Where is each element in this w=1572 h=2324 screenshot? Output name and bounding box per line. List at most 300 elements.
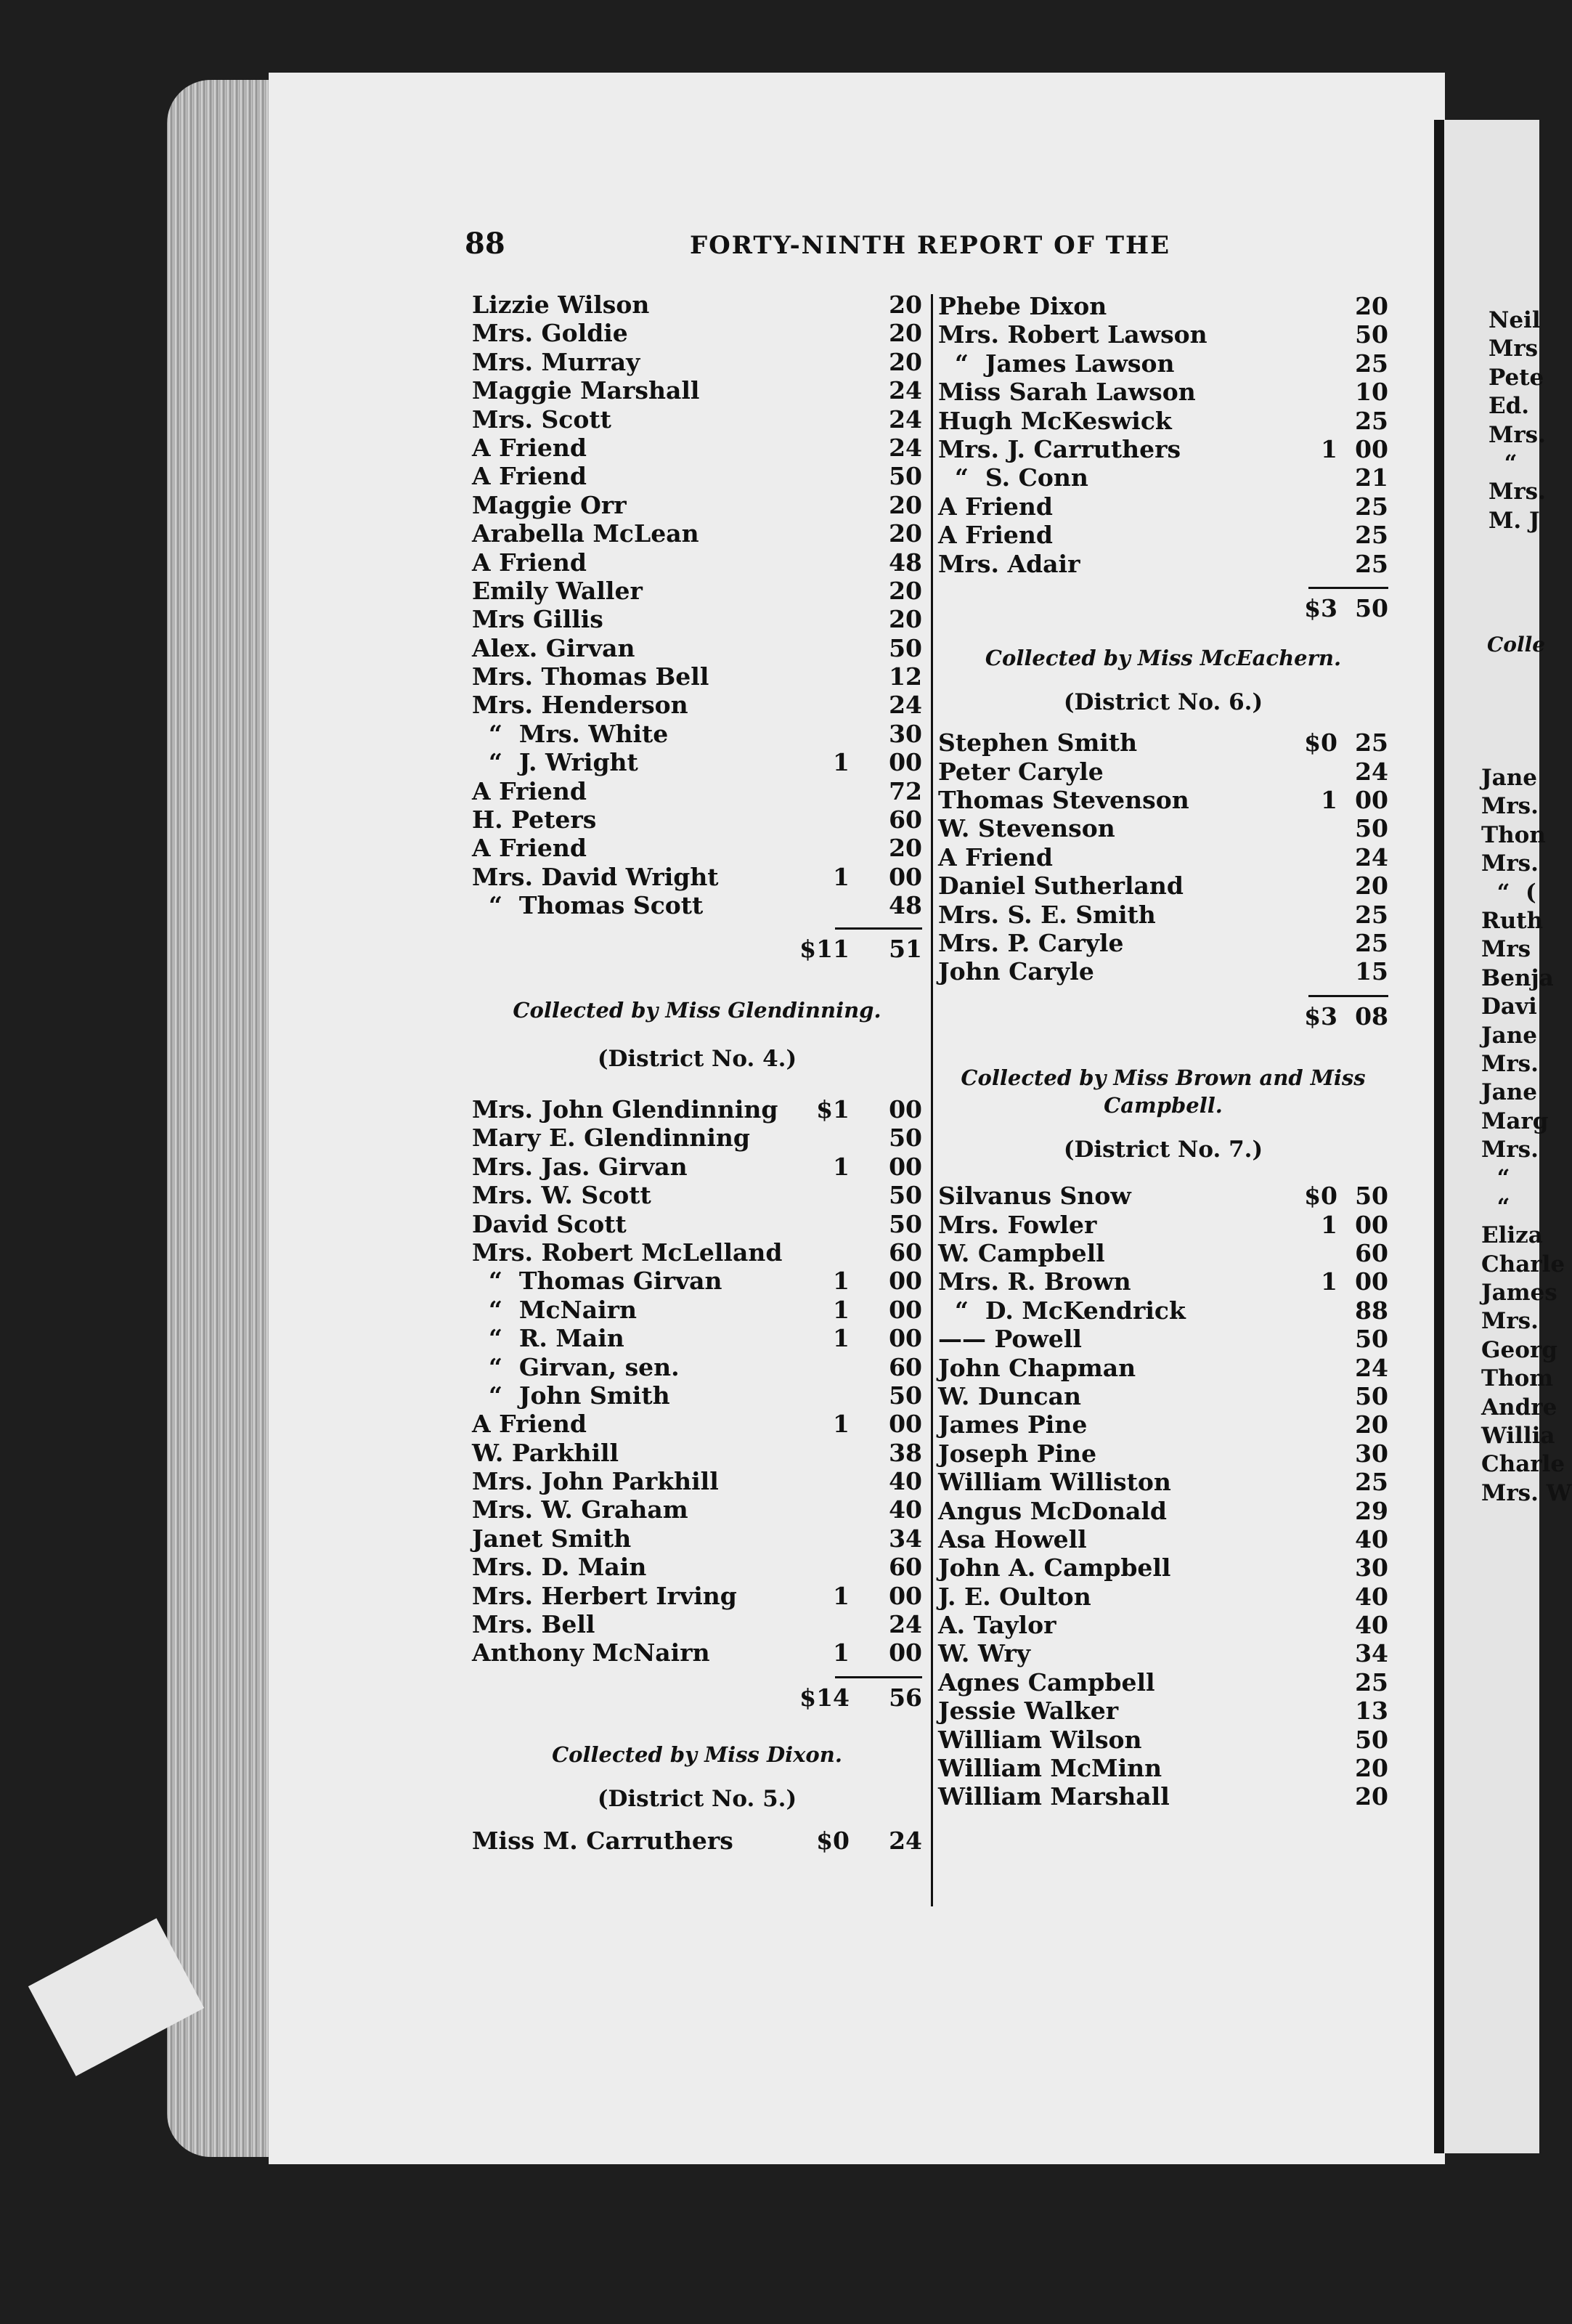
donor-name: Janet Smith (472, 1524, 632, 1553)
list-item (938, 871, 1388, 900)
next-page-fragment: Mrs (1488, 336, 1539, 362)
amount-cents: 24 (889, 1827, 922, 1856)
donor-name: Mrs. Robert McLelland (472, 1238, 783, 1267)
donor-name: A Friend (938, 842, 1053, 871)
donor-name: A Friend (472, 433, 587, 462)
amount-cents: 50 (889, 1124, 922, 1153)
donor-name: “ McNairn (472, 1295, 638, 1324)
donor-name: William Wilson (938, 1725, 1142, 1754)
list-item (472, 1324, 922, 1352)
list-item (938, 378, 1388, 406)
donor-name: Mrs Gillis (472, 605, 603, 634)
donor-name: Mrs. Goldie (472, 319, 628, 348)
total-row: $14 56 (799, 1683, 922, 1712)
donor-name: Stephen Smith (938, 728, 1138, 757)
amount-cents: 00 (889, 1295, 922, 1324)
list-item (938, 1726, 1388, 1754)
list-item (938, 1668, 1388, 1697)
list-item (472, 748, 922, 776)
amount-cents: 15 (1355, 957, 1388, 986)
left-list-district-5 (472, 1827, 922, 1855)
left-column (472, 290, 922, 1856)
district-label: (District No. 7.) (1063, 1137, 1263, 1163)
next-page-fragment: James (1481, 1280, 1557, 1307)
donor-name: Phebe Dixon (938, 292, 1107, 320)
list-item (472, 319, 922, 347)
list-item (938, 957, 1388, 986)
donor-name: Mrs. W. Scott (472, 1181, 651, 1210)
amount-cents: 00 (1355, 1210, 1388, 1239)
list-item (938, 1754, 1388, 1782)
list-item (938, 929, 1388, 957)
next-page-fragment: Jane (1481, 765, 1538, 791)
amount-cents: 20 (1355, 1782, 1388, 1811)
donor-name: Mrs. Fowler (938, 1210, 1097, 1239)
amount-cents: 60 (889, 1553, 922, 1582)
donor-name: Maggie Orr (472, 490, 627, 519)
amount-cents: 25 (1355, 1667, 1388, 1697)
list-item (472, 376, 922, 405)
list-item (472, 1238, 922, 1267)
list-item (472, 1296, 922, 1324)
list-item (472, 805, 922, 834)
amount-cents: 50 (1355, 1325, 1388, 1354)
list-item (938, 757, 1388, 786)
list-item (472, 548, 922, 577)
amount-cents: 00 (1355, 434, 1388, 463)
next-page-fragment: Charle (1481, 1251, 1565, 1277)
amount-cents: 50 (889, 1181, 922, 1210)
list-item (472, 834, 922, 862)
amount-cents: 50 (1355, 814, 1388, 843)
amount-cents: 24 (889, 376, 922, 405)
list-item (938, 1497, 1388, 1525)
amount-cents: 25 (1355, 549, 1388, 578)
next-page-fragment: Georg (1481, 1336, 1557, 1363)
amount-dollars: 1 (833, 1152, 850, 1181)
list-item (472, 1124, 922, 1152)
amount-cents: 40 (889, 1495, 922, 1524)
donor-name: W. Parkhill (472, 1438, 619, 1467)
amount-dollars: 1 (833, 862, 850, 891)
next-page-fragment: “ (1481, 1165, 1510, 1192)
page-title: FORTY-NINTH REPORT OF THE (690, 231, 1171, 260)
amount-dollars: $0 (816, 1827, 850, 1856)
amount-cents: 25 (1355, 349, 1388, 378)
list-item (472, 605, 922, 633)
amount-dollars: 1 (1321, 786, 1337, 815)
amount-cents: 25 (1355, 521, 1388, 550)
next-page-fragment: Pete (1488, 364, 1544, 391)
list-item (938, 1639, 1388, 1667)
list-item (938, 1468, 1388, 1496)
donor-name: Miss M. Carruthers (472, 1827, 733, 1856)
right-list-district-7 (938, 1182, 1388, 1811)
next-page-fragment: Mrs (1481, 936, 1531, 963)
donor-name: “ Mrs. White (472, 719, 669, 748)
donor-name: Maggie Marshall (472, 376, 700, 405)
amount-cents: 60 (889, 805, 922, 834)
donor-name: Mrs. Adair (938, 549, 1080, 578)
list-item (938, 550, 1388, 578)
next-page-fragment: Mrs. W (1481, 1479, 1572, 1506)
donor-name: Mrs. Robert Lawson (938, 320, 1207, 349)
amount-cents: 88 (1355, 1296, 1388, 1325)
donor-name: Jessie Walker (938, 1697, 1119, 1726)
next-page-fragment: Thom (1481, 1365, 1554, 1392)
list-item (472, 1353, 922, 1381)
amount-cents: 34 (889, 1524, 922, 1553)
next-page-fragment: Mrs. (1481, 1137, 1539, 1163)
list-item (472, 491, 922, 519)
amount-cents: 25 (1355, 728, 1388, 757)
donor-name: A Friend (938, 521, 1053, 550)
amount-cents: 00 (889, 1410, 922, 1439)
donor-name: Hugh McKeswick (938, 406, 1172, 435)
amount-cents: 48 (889, 891, 922, 920)
donor-name: Mrs. P. Caryle (938, 929, 1124, 958)
amount-cents: 20 (889, 347, 922, 376)
donor-name: A Friend (472, 834, 587, 863)
list-item (938, 1296, 1388, 1325)
next-page-fragment: Mrs. (1481, 793, 1539, 820)
next-page-fragment: “ (1488, 450, 1518, 476)
next-page-fragment: “ ( (1481, 879, 1536, 906)
amount-dollars: 1 (833, 1638, 850, 1667)
amount-cents: 25 (1355, 406, 1388, 435)
amount-cents: 20 (889, 290, 922, 319)
donor-name: Emily Waller (472, 576, 643, 605)
next-page-heading-fragment: Colle (1487, 633, 1546, 657)
donor-name: A Friend (472, 776, 587, 805)
amount-cents: 40 (1355, 1611, 1388, 1640)
total-rule (1308, 995, 1388, 997)
amount-cents: 20 (1355, 1754, 1388, 1783)
amount-cents: 20 (1355, 1410, 1388, 1439)
district-label: (District No. 4.) (597, 1045, 797, 1072)
amount-cents: 00 (889, 862, 922, 891)
list-item (472, 1553, 922, 1581)
next-page-fragment: “ (1481, 1193, 1510, 1220)
amount-cents: 40 (1355, 1524, 1388, 1553)
list-item (472, 405, 922, 434)
total-rule (835, 927, 922, 930)
amount-cents: 20 (889, 576, 922, 605)
list-item (938, 1582, 1388, 1611)
column-divider (931, 294, 933, 1906)
donor-name: Silvanus Snow (938, 1182, 1131, 1211)
donor-name: A Friend (938, 492, 1053, 521)
amount-cents: 30 (889, 719, 922, 748)
donor-name: Mary E. Glendinning (472, 1124, 750, 1153)
list-item (938, 292, 1388, 320)
amount-cents: 30 (1355, 1553, 1388, 1582)
total-row: $3 08 (1304, 1001, 1388, 1031)
list-item (938, 901, 1388, 929)
list-item (938, 1697, 1388, 1725)
donor-name: “ James Lawson (938, 349, 1175, 378)
next-page-fragment: Andre (1481, 1394, 1557, 1421)
amount-cents: 60 (889, 1352, 922, 1381)
amount-cents: 34 (1355, 1639, 1388, 1668)
total-row: $11 51 (799, 934, 922, 963)
donor-name: Thomas Stevenson (938, 786, 1189, 815)
list-item (938, 1553, 1388, 1582)
donor-name: Mrs. Murray (472, 347, 640, 376)
donor-name: Joseph Pine (938, 1439, 1097, 1468)
amount-cents: 00 (889, 1094, 922, 1124)
list-item (472, 1827, 922, 1855)
donor-name: Mrs. S. E. Smith (938, 900, 1156, 929)
amount-cents: 24 (889, 691, 922, 720)
list-item (472, 1381, 922, 1410)
donor-name: Anthony McNairn (472, 1638, 710, 1667)
list-item (472, 891, 922, 919)
list-item (472, 1610, 922, 1638)
list-item (472, 863, 922, 891)
list-item (472, 1181, 922, 1209)
next-page-fragment: Mrs. (1481, 850, 1539, 877)
donor-name: “ Thomas Girvan (472, 1267, 722, 1296)
donor-name: W. Stevenson (938, 814, 1115, 843)
amount-cents: 48 (889, 548, 922, 577)
right-list-district-6 (938, 728, 1388, 986)
donor-name: Mrs. John Parkhill (472, 1467, 719, 1496)
donor-name: A. Taylor (938, 1611, 1056, 1640)
list-item (472, 1210, 922, 1238)
donor-name: —— Powell (938, 1325, 1082, 1354)
list-item (938, 1611, 1388, 1639)
amount-cents: 72 (889, 776, 922, 805)
amount-cents: 50 (889, 462, 922, 491)
amount-dollars: 1 (833, 1267, 850, 1296)
list-item (472, 1582, 922, 1610)
amount-cents: 60 (889, 1238, 922, 1267)
donor-name: “ Thomas Scott (472, 891, 704, 920)
collector-heading-line-2: Campbell. (1104, 1093, 1223, 1118)
amount-cents: 24 (889, 433, 922, 462)
amount-cents: 50 (889, 1209, 922, 1238)
amount-cents: 40 (889, 1467, 922, 1496)
list-item (472, 1524, 922, 1553)
donor-name: John A. Campbell (938, 1553, 1171, 1582)
next-page-fragment: Ruth (1481, 907, 1544, 934)
list-item (472, 634, 922, 662)
donor-name: Mrs. Scott (472, 405, 611, 434)
list-item (472, 348, 922, 376)
amount-dollars: 1 (833, 1410, 850, 1439)
amount-cents: 25 (1355, 1468, 1388, 1497)
donor-name: A Friend (472, 462, 587, 491)
next-page-bottom-fragments (1481, 764, 1572, 1508)
amount-cents: 24 (889, 405, 922, 434)
amount-cents: 00 (889, 1581, 922, 1610)
donor-name: “ S. Conn (938, 463, 1088, 492)
donor-name: William Williston (938, 1468, 1171, 1497)
district-label: (District No. 6.) (1063, 689, 1263, 716)
amount-cents: 50 (1355, 320, 1388, 349)
next-page-fragment: Marg (1481, 1108, 1549, 1134)
list-item (938, 349, 1388, 378)
list-item (938, 1354, 1388, 1382)
donor-name: A Friend (472, 548, 587, 577)
list-item (472, 720, 922, 748)
next-page-fragment: Ed. (1488, 393, 1530, 420)
donor-name: W. Duncan (938, 1381, 1081, 1410)
donor-name: “ D. McKendrick (938, 1296, 1186, 1325)
donor-name: Lizzie Wilson (472, 290, 650, 319)
amount-cents: 00 (889, 1324, 922, 1353)
list-item (938, 320, 1388, 349)
donor-name: Mrs. John Glendinning (472, 1094, 778, 1124)
list-item (938, 814, 1388, 842)
donor-name: Agnes Campbell (938, 1667, 1155, 1697)
donor-name: James Pine (938, 1410, 1088, 1439)
donor-name: Angus McDonald (938, 1496, 1167, 1525)
next-page-fragment: Benja (1481, 964, 1554, 991)
district-label: (District No. 5.) (597, 1786, 797, 1813)
total-row: $3 50 (1304, 593, 1388, 622)
donor-name: Asa Howell (938, 1524, 1087, 1553)
list-item (938, 843, 1388, 871)
donor-name: John Caryle (938, 957, 1094, 986)
list-item (472, 1495, 922, 1524)
list-item (472, 777, 922, 805)
list-item (472, 1467, 922, 1495)
amount-cents: 30 (1355, 1439, 1388, 1468)
amount-dollars: $0 (1304, 1182, 1337, 1211)
amount-cents: 00 (889, 748, 922, 777)
amount-dollars: 1 (833, 1581, 850, 1610)
list-item (472, 577, 922, 605)
amount-cents: 20 (1355, 871, 1388, 901)
amount-cents: 20 (889, 319, 922, 348)
amount-cents: 00 (889, 1152, 922, 1181)
list-item (472, 662, 922, 691)
amount-cents: 20 (889, 605, 922, 634)
donor-name: J. E. Oulton (938, 1582, 1091, 1611)
amount-dollars: $1 (816, 1094, 850, 1124)
next-page-fragment: Neil (1488, 307, 1541, 333)
next-page-fragment: Charle (1481, 1451, 1565, 1478)
collector-heading: Collected by Miss Dixon. (552, 1742, 842, 1768)
donor-name: W. Campbell (938, 1238, 1105, 1267)
list-item (472, 1439, 922, 1467)
amount-cents: 50 (1355, 1182, 1388, 1211)
donor-name: Mrs. R. Brown (938, 1267, 1131, 1296)
donor-name: Mrs. Thomas Bell (472, 662, 709, 691)
list-item (472, 1410, 922, 1438)
donor-name: A Friend (472, 1410, 587, 1439)
donor-name: John Chapman (938, 1353, 1136, 1382)
amount-cents: 13 (1355, 1697, 1388, 1726)
list-item (938, 1239, 1388, 1267)
donor-name: David Scott (472, 1209, 627, 1238)
next-page-fragment: Thon (1481, 821, 1546, 848)
next-page-top-fragments (1488, 306, 1546, 535)
amount-dollars: 1 (833, 1295, 850, 1324)
next-page-fragment: Mrs. (1481, 1050, 1539, 1077)
donor-name: Mrs. W. Graham (472, 1495, 688, 1524)
next-page-fragment: Eliza (1481, 1222, 1543, 1249)
amount-cents: 12 (889, 662, 922, 691)
right-column (938, 292, 1388, 1811)
amount-cents: 10 (1355, 378, 1388, 407)
list-item (938, 786, 1388, 814)
amount-dollars: $0 (1304, 728, 1337, 757)
amount-dollars: 1 (1321, 1210, 1337, 1239)
right-list-district-5 (938, 292, 1388, 578)
list-item (472, 1267, 922, 1295)
amount-dollars: 1 (833, 1324, 850, 1353)
book-page-edges (167, 80, 283, 2157)
amount-cents: 25 (1355, 929, 1388, 958)
amount-cents: 60 (1355, 1238, 1388, 1267)
list-item (472, 434, 922, 462)
donor-name: “ John Smith (472, 1381, 670, 1410)
list-item (938, 1211, 1388, 1239)
amount-cents: 24 (1355, 757, 1388, 786)
list-item (938, 521, 1388, 549)
collector-heading: Collected by Miss Glendinning. (513, 997, 881, 1023)
amount-cents: 50 (889, 633, 922, 662)
next-page-fragment: Davi (1481, 994, 1537, 1020)
amount-cents: 40 (1355, 1582, 1388, 1611)
amount-cents: 25 (1355, 492, 1388, 521)
list-item (938, 1267, 1388, 1296)
list-item (472, 462, 922, 490)
list-item (472, 290, 922, 319)
list-item (938, 1410, 1388, 1439)
amount-cents: 24 (1355, 842, 1388, 871)
list-item (472, 1153, 922, 1181)
list-item (938, 728, 1388, 757)
list-item (938, 492, 1388, 521)
list-item (472, 1638, 922, 1667)
donor-name: H. Peters (472, 805, 597, 834)
next-page-fragment: Willia (1481, 1422, 1555, 1449)
list-item (938, 1382, 1388, 1410)
amount-cents: 00 (1355, 786, 1388, 815)
list-item (938, 435, 1388, 463)
next-page-fragment: Mrs. (1488, 421, 1546, 448)
amount-cents: 00 (889, 1267, 922, 1296)
list-item (472, 519, 922, 548)
list-item (938, 463, 1388, 492)
list-item (472, 691, 922, 719)
donor-name: Mrs. Henderson (472, 691, 688, 720)
page-number: 88 (465, 227, 505, 261)
list-item (938, 1782, 1388, 1811)
amount-cents: 20 (889, 519, 922, 548)
list-item (938, 1182, 1388, 1210)
collector-heading-line-1: Collected by Miss Brown and Miss (961, 1065, 1366, 1091)
amount-cents: 20 (889, 834, 922, 863)
left-list-district-3 (472, 290, 922, 920)
donor-name: Daniel Sutherland (938, 871, 1184, 901)
donor-name: Mrs. Herbert Irving (472, 1581, 737, 1610)
next-page-fragment: Jane (1481, 1079, 1538, 1106)
amount-cents: 21 (1355, 463, 1388, 492)
donor-name: Mrs. Jas. Girvan (472, 1152, 688, 1181)
total-rule (1308, 587, 1388, 589)
amount-cents: 00 (1355, 1267, 1388, 1296)
donor-name: William McMinn (938, 1754, 1162, 1783)
amount-cents: 20 (1355, 292, 1388, 320)
amount-cents: 29 (1355, 1496, 1388, 1525)
next-page-fragment: M. J (1488, 507, 1540, 534)
donor-name: Alex. Girvan (472, 633, 635, 662)
